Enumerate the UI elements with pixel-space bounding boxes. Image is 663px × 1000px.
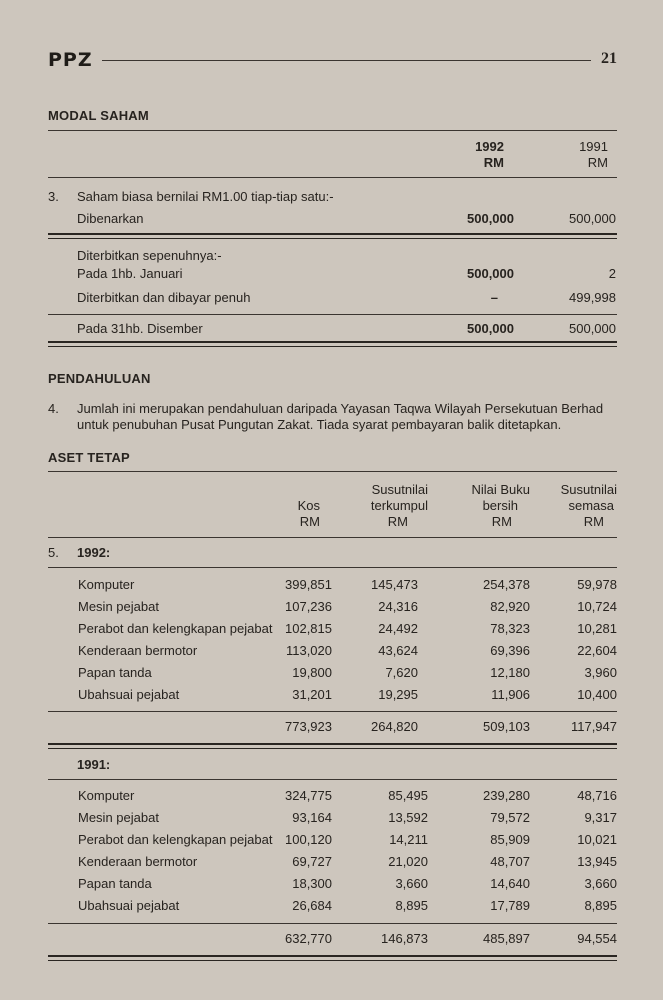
ppz-logo: PPZ bbox=[48, 49, 93, 71]
row-label: Pada 1hb. Januari bbox=[77, 266, 183, 281]
divider bbox=[48, 314, 617, 315]
cell-kos: 100,120 bbox=[285, 832, 332, 847]
cell-nilai-buku: 48,707 bbox=[490, 854, 530, 869]
cell-susutnilai-terkumpul: 13,592 bbox=[388, 810, 428, 825]
cell-susutnilai-terkumpul: 24,316 bbox=[378, 599, 418, 614]
cell-susutnilai-terkumpul: 8,895 bbox=[395, 898, 428, 913]
cell-kos: 93,164 bbox=[292, 810, 332, 825]
cell-susutnilai-semasa: 13,945 bbox=[577, 854, 617, 869]
cell-nilai-buku: 14,640 bbox=[490, 876, 530, 891]
cell-kos: 107,236 bbox=[285, 599, 332, 614]
cell-nilai-buku: 11,906 bbox=[491, 687, 530, 702]
asset-label: Komputer bbox=[78, 577, 135, 592]
col-header-susutnilai-terkumpul-line: Susutnilai bbox=[371, 482, 428, 497]
cell-susutnilai-semasa: 48,716 bbox=[577, 788, 617, 803]
col-header-susutnilai-semasa-line: semasa bbox=[568, 498, 614, 513]
note-number: 5. bbox=[48, 545, 59, 560]
total-susutnilai-semasa: 117,947 bbox=[570, 719, 617, 734]
cell-nilai-buku: 82,920 bbox=[490, 599, 530, 614]
cell-susutnilai-terkumpul: 24,492 bbox=[378, 621, 418, 636]
row-label: Diterbitkan dan dibayar penuh bbox=[77, 290, 251, 305]
col-header-susutnilai-terkumpul-line: RM bbox=[387, 514, 408, 529]
note-paragraph bbox=[77, 401, 622, 433]
asset-label: Perabot dan kelengkapan pejabat bbox=[78, 621, 273, 636]
double-rule bbox=[48, 233, 617, 239]
asset-label: Papan tanda bbox=[78, 876, 152, 891]
col-header-nilai-buku-line: Nilai Buku bbox=[471, 482, 530, 497]
asset-label: Papan tanda bbox=[78, 665, 152, 680]
divider bbox=[48, 711, 617, 712]
section-title-pendahuluan: PENDAHULUAN bbox=[48, 371, 151, 386]
cell-susutnilai-terkumpul: 3,660 bbox=[395, 876, 428, 891]
total-susutnilai-terkumpul: 264,820 bbox=[371, 719, 418, 734]
col-header-kos-line: Kos bbox=[297, 498, 320, 513]
page-header bbox=[48, 49, 617, 71]
col-header-kos-line: RM bbox=[299, 514, 320, 529]
cell-susutnilai-semasa: 10,021 bbox=[577, 832, 617, 847]
cell-nilai-buku: 254,378 bbox=[483, 577, 530, 592]
cell-susutnilai-terkumpul: 85,495 bbox=[388, 788, 428, 803]
cell-nilai-buku: 239,280 bbox=[483, 788, 530, 803]
double-rule bbox=[48, 341, 617, 347]
divider bbox=[48, 779, 617, 780]
double-rule bbox=[48, 955, 617, 961]
cell-kos: 113,020 bbox=[285, 643, 332, 658]
col-header-susutnilai-semasa-line: RM bbox=[583, 514, 604, 529]
divider bbox=[48, 923, 617, 924]
cell-susutnilai-semasa: 3,960 bbox=[584, 665, 617, 680]
cell-susutnilai-terkumpul: 43,624 bbox=[378, 643, 418, 658]
divider bbox=[48, 471, 617, 472]
column-header-1992-year: 1992 bbox=[475, 139, 504, 154]
group-year-1992: 1992: bbox=[77, 545, 111, 560]
value-1992-total: 500,000 bbox=[467, 321, 514, 336]
total-nilai-buku: 485,897 bbox=[483, 931, 530, 946]
row-label: Dibenarkan bbox=[77, 211, 144, 226]
section-title-aset-tetap: ASET TETAP bbox=[48, 450, 130, 465]
value-1992: 500,000 bbox=[467, 211, 514, 226]
cell-nilai-buku: 85,909 bbox=[490, 832, 530, 847]
paragraph-line: Jumlah ini merupakan pendahuluan daripada Yayasan Taqwa Wilayah Persekutuan Berhad bbox=[77, 401, 604, 416]
asset-label: Komputer bbox=[78, 788, 135, 803]
cell-kos: 399,851 bbox=[285, 577, 332, 592]
asset-label: Kenderaan bermotor bbox=[78, 643, 198, 658]
note-number: 3. bbox=[48, 189, 59, 204]
cell-nilai-buku: 12,180 bbox=[490, 665, 530, 680]
asset-label: Mesin pejabat bbox=[78, 810, 159, 825]
value-1991: 2 bbox=[608, 266, 616, 281]
value-1992: – bbox=[490, 290, 498, 305]
col-header-nilai-buku-line: RM bbox=[491, 514, 512, 529]
total-susutnilai-semasa: 94,554 bbox=[577, 931, 617, 946]
double-rule bbox=[48, 743, 617, 749]
asset-label: Ubahsuai pejabat bbox=[78, 898, 180, 913]
divider bbox=[48, 567, 617, 568]
column-header-1991-year: 1991 bbox=[579, 139, 608, 154]
col-header-nilai-buku-line: bersih bbox=[482, 498, 518, 513]
total-kos: 773,923 bbox=[285, 719, 332, 734]
group-year-1991: 1991: bbox=[77, 757, 111, 772]
col-header-susutnilai-semasa-line: Susutnilai bbox=[560, 482, 617, 497]
cell-nilai-buku: 17,789 bbox=[490, 898, 530, 913]
cell-susutnilai-semasa: 10,281 bbox=[577, 621, 617, 636]
cell-susutnilai-terkumpul: 145,473 bbox=[371, 577, 418, 592]
row-label: Diterbitkan sepenuhnya:- bbox=[77, 248, 222, 263]
asset-label: Kenderaan bermotor bbox=[78, 854, 198, 869]
row-label: Pada 31hb. Disember bbox=[77, 321, 203, 336]
total-kos: 632,770 bbox=[285, 931, 332, 946]
header-rule bbox=[102, 60, 591, 61]
cell-kos: 31,201 bbox=[292, 687, 332, 702]
cell-susutnilai-semasa: 8,895 bbox=[584, 898, 617, 913]
cell-nilai-buku: 79,572 bbox=[490, 810, 530, 825]
cell-kos: 324,775 bbox=[285, 788, 332, 803]
cell-nilai-buku: 78,323 bbox=[490, 621, 530, 636]
cell-kos: 18,300 bbox=[292, 876, 332, 891]
cell-susutnilai-semasa: 10,400 bbox=[577, 687, 617, 702]
paragraph-line: untuk penubuhan Pusat Pungutan Zakat. Tiada syarat pembayaran balik ditetapkan. bbox=[77, 417, 562, 432]
asset-label: Mesin pejabat bbox=[78, 599, 159, 614]
value-1991: 499,998 bbox=[569, 290, 616, 305]
column-header-1991-unit: RM bbox=[587, 155, 608, 170]
section-title-modal-saham: MODAL SAHAM bbox=[48, 108, 149, 123]
note-number: 4. bbox=[48, 401, 59, 416]
cell-susutnilai-semasa: 22,604 bbox=[577, 643, 617, 658]
cell-susutnilai-terkumpul: 19,295 bbox=[378, 687, 418, 702]
cell-susutnilai-terkumpul: 21,020 bbox=[388, 854, 428, 869]
value-1991-total: 500,000 bbox=[569, 321, 616, 336]
cell-susutnilai-terkumpul: 7,620 bbox=[385, 665, 418, 680]
cell-kos: 102,815 bbox=[285, 621, 332, 636]
divider bbox=[48, 130, 617, 131]
col-header-susutnilai-terkumpul-line: terkumpul bbox=[370, 498, 428, 513]
note-text: Saham biasa bernilai RM1.00 tiap-tiap satu:- bbox=[77, 189, 334, 204]
cell-kos: 69,727 bbox=[292, 854, 332, 869]
cell-kos: 26,684 bbox=[292, 898, 332, 913]
value-1991: 500,000 bbox=[569, 211, 616, 226]
total-nilai-buku: 509,103 bbox=[483, 719, 530, 734]
cell-nilai-buku: 69,396 bbox=[490, 643, 530, 658]
cell-susutnilai-semasa: 10,724 bbox=[577, 599, 617, 614]
divider bbox=[48, 537, 617, 538]
asset-label: Perabot dan kelengkapan pejabat bbox=[78, 832, 273, 847]
total-susutnilai-terkumpul: 146,873 bbox=[381, 931, 428, 946]
page-number: 21 bbox=[601, 50, 617, 67]
cell-susutnilai-semasa: 59,978 bbox=[577, 577, 617, 592]
value-1992: 500,000 bbox=[467, 266, 514, 281]
cell-susutnilai-terkumpul: 14,211 bbox=[389, 832, 428, 847]
cell-susutnilai-semasa: 3,660 bbox=[584, 876, 617, 891]
column-header-1992-unit: RM bbox=[483, 155, 504, 170]
cell-susutnilai-semasa: 9,317 bbox=[584, 810, 617, 825]
divider bbox=[48, 177, 617, 178]
asset-label: Ubahsuai pejabat bbox=[78, 687, 180, 702]
cell-kos: 19,800 bbox=[292, 665, 332, 680]
